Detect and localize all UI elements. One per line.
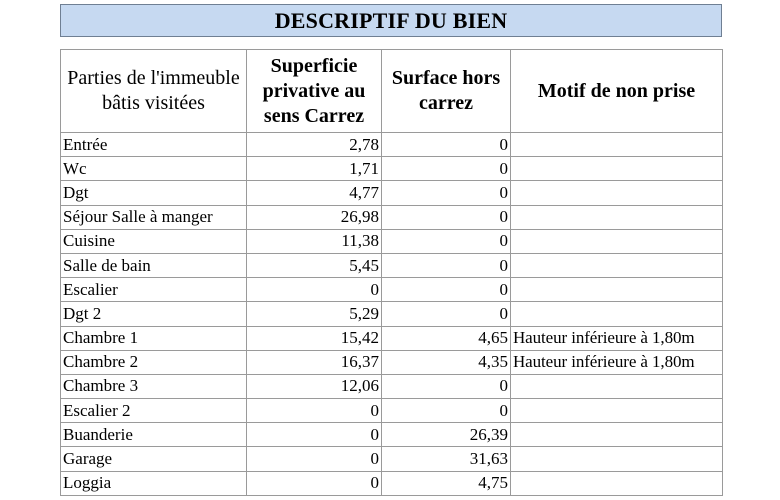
- cell-surface-hors-carrez: 0: [382, 399, 511, 423]
- cell-surface-hors-carrez: 0: [382, 229, 511, 253]
- cell-superficie-carrez: 12,06: [247, 374, 382, 398]
- header-superficie-carrez: Superficie privative au sens Carrez: [247, 50, 382, 133]
- cell-partie: Chambre 2: [61, 350, 247, 374]
- cell-partie: Wc: [61, 157, 247, 181]
- cell-partie: Salle de bain: [61, 253, 247, 277]
- cell-superficie-carrez: 11,38: [247, 229, 382, 253]
- cell-partie: Garage: [61, 447, 247, 471]
- table-row: [61, 423, 723, 447]
- table-row: [61, 133, 723, 157]
- cell-motif: Hauteur inférieure à 1,80m: [511, 350, 723, 374]
- cell-superficie-carrez: 0: [247, 423, 382, 447]
- cell-superficie-carrez: 0: [247, 278, 382, 302]
- cell-partie: Entrée: [61, 133, 247, 157]
- table-row: [61, 471, 723, 495]
- table-header-row: [61, 50, 723, 133]
- header-surface-hors-carrez: Surface hors carrez: [382, 50, 511, 133]
- table-row: [61, 253, 723, 277]
- table-row: [61, 157, 723, 181]
- header-motif: Motif de non prise: [511, 50, 723, 133]
- cell-surface-hors-carrez: 0: [382, 157, 511, 181]
- cell-superficie-carrez: 15,42: [247, 326, 382, 350]
- table-row: [61, 399, 723, 423]
- cell-partie: Loggia: [61, 471, 247, 495]
- cell-surface-hors-carrez: 4,75: [382, 471, 511, 495]
- cell-superficie-carrez: 16,37: [247, 350, 382, 374]
- cell-partie: Chambre 1: [61, 326, 247, 350]
- cell-superficie-carrez: 5,45: [247, 253, 382, 277]
- cell-partie: Buanderie: [61, 423, 247, 447]
- cell-partie: Escalier 2: [61, 399, 247, 423]
- table-row: [61, 350, 723, 374]
- cell-partie: Dgt: [61, 181, 247, 205]
- table-row: [61, 374, 723, 398]
- cell-surface-hors-carrez: 4,65: [382, 326, 511, 350]
- cell-surface-hors-carrez: 31,63: [382, 447, 511, 471]
- cell-surface-hors-carrez: 0: [382, 374, 511, 398]
- cell-partie: Chambre 3: [61, 374, 247, 398]
- cell-partie: Cuisine: [61, 229, 247, 253]
- cell-motif: [511, 133, 723, 157]
- table-row: [61, 278, 723, 302]
- cell-motif: [511, 423, 723, 447]
- cell-surface-hors-carrez: 0: [382, 302, 511, 326]
- section-title: DESCRIPTIF DU BIEN: [60, 4, 722, 37]
- cell-surface-hors-carrez: 0: [382, 181, 511, 205]
- cell-superficie-carrez: 1,71: [247, 157, 382, 181]
- cell-partie: Dgt 2: [61, 302, 247, 326]
- cell-surface-hors-carrez: 0: [382, 253, 511, 277]
- cell-motif: [511, 471, 723, 495]
- cell-superficie-carrez: 4,77: [247, 181, 382, 205]
- cell-motif: Hauteur inférieure à 1,80m: [511, 326, 723, 350]
- cell-superficie-carrez: 0: [247, 471, 382, 495]
- cell-surface-hors-carrez: 4,35: [382, 350, 511, 374]
- cell-motif: [511, 374, 723, 398]
- cell-motif: [511, 399, 723, 423]
- table-body: [61, 133, 723, 496]
- cell-motif: [511, 229, 723, 253]
- cell-superficie-carrez: 26,98: [247, 205, 382, 229]
- cell-surface-hors-carrez: 0: [382, 133, 511, 157]
- cell-superficie-carrez: 0: [247, 447, 382, 471]
- cell-motif: [511, 205, 723, 229]
- cell-partie: Escalier: [61, 278, 247, 302]
- cell-superficie-carrez: 0: [247, 399, 382, 423]
- cell-partie: Séjour Salle à manger: [61, 205, 247, 229]
- cell-superficie-carrez: 5,29: [247, 302, 382, 326]
- cell-surface-hors-carrez: 0: [382, 205, 511, 229]
- cell-motif: [511, 302, 723, 326]
- surface-table: [60, 49, 723, 496]
- cell-motif: [511, 157, 723, 181]
- cell-motif: [511, 278, 723, 302]
- cell-superficie-carrez: 2,78: [247, 133, 382, 157]
- table-row: [61, 326, 723, 350]
- header-parties: Parties de l'immeuble bâtis visitées: [61, 50, 247, 133]
- cell-motif: [511, 181, 723, 205]
- table-row: [61, 229, 723, 253]
- cell-surface-hors-carrez: 0: [382, 278, 511, 302]
- table-row: [61, 205, 723, 229]
- table-row: [61, 302, 723, 326]
- cell-motif: [511, 253, 723, 277]
- table-row: [61, 181, 723, 205]
- cell-surface-hors-carrez: 26,39: [382, 423, 511, 447]
- table-row: [61, 447, 723, 471]
- cell-motif: [511, 447, 723, 471]
